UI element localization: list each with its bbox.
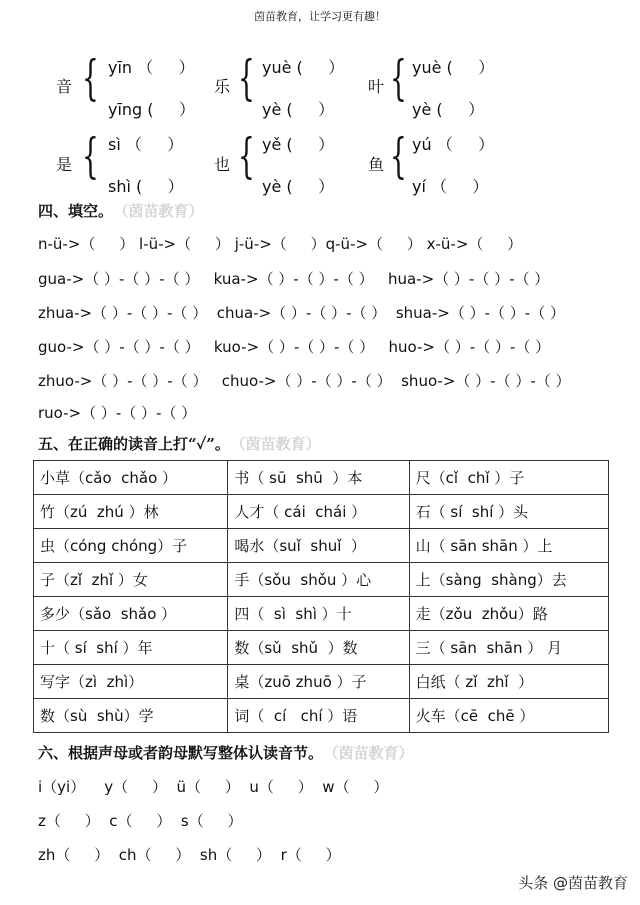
fill-row-2: gua->（ ）-（ ）-（ ） kua->（ ）-（ ）-（ ） hua->（ ）-（ ）-（ ） — [38, 270, 550, 288]
watermark: （茵苗教育） — [121, 202, 204, 220]
table-cell: 火车（cē chē ） — [409, 699, 608, 733]
table-cell: 桌（zuō zhuō ）子 — [228, 665, 409, 699]
table-row — [34, 597, 609, 631]
fill-row-5: zhuo->（ ）-（ ）-（ ） chuo->（ ）-（ ）-（ ） shuo->（ ）-（ ）-（ ） — [38, 372, 571, 390]
brace-icon: { — [238, 50, 255, 106]
pinyin-line: yě ( ） — [262, 135, 335, 154]
pinyin-line: yè ( ） — [412, 100, 485, 119]
syllable-row-1: i（yi） y（ ） ü（ ） u（ ） w（ ） — [38, 778, 389, 796]
table-cell: 尺（cǐ chǐ ）子 — [409, 461, 608, 495]
group-char: 乐 — [214, 77, 231, 96]
pinyin-line: yè ( ） — [262, 177, 335, 196]
table-row — [34, 699, 609, 733]
table-cell: 子（zǐ zhǐ ）女 — [34, 563, 228, 597]
syllable-row-2: z（ ） c（ ） s（ ） — [38, 812, 243, 830]
table-cell: 数（sù shù）学 — [34, 699, 228, 733]
table-cell: 竹（zú zhú ）林 — [34, 495, 228, 529]
table-row — [34, 529, 609, 563]
pinyin-line: yè ( ） — [262, 100, 335, 119]
table-row — [34, 495, 609, 529]
title-text: 五、在正确的读音上打“✓”。 — [38, 435, 230, 453]
watermark: （茵苗教育） — [331, 744, 414, 762]
pinyin-line: yuè ( ） — [262, 58, 345, 77]
pinyin-line: yú （ ） — [412, 135, 495, 154]
table-cell: 十（ sí shí ）年 — [34, 631, 228, 665]
table-cell: 人才（ cái chái ） — [228, 495, 409, 529]
table-row — [34, 665, 609, 699]
brace-icon: { — [390, 50, 407, 106]
table-cell: 走（zǒu zhǒu）路 — [409, 597, 608, 631]
section-5-title — [38, 433, 320, 454]
brace-icon: { — [82, 128, 99, 184]
group-char: 叶 — [368, 77, 385, 96]
pinyin-line: yuè ( ） — [412, 58, 495, 77]
table-cell: 多少（sǎo shǎo ） — [34, 597, 228, 631]
table-cell: 石（ sí shí ）头 — [409, 495, 608, 529]
fill-row-6: ruo->（ ）-（ ）-（ ） — [38, 404, 197, 422]
table-cell: 书（ sū shū ）本 — [228, 461, 409, 495]
pronunciation-table — [33, 460, 609, 733]
fill-row-1: n-ü->（ ） l-ü->（ ） j-ü->（ ）q-ü->（ ） x-ü->（ ） — [38, 235, 523, 253]
pinyin-line: yí （ ） — [412, 177, 489, 196]
table-cell: 虫（cóng chóng）子 — [34, 529, 228, 563]
table-cell: 数（sǔ shǔ ）数 — [228, 631, 409, 665]
table-cell: 手（sǒu shǒu ）心 — [228, 563, 409, 597]
group-char: 也 — [214, 155, 231, 174]
section-4-title — [38, 200, 204, 221]
title-text: 四、填空。 — [38, 202, 114, 220]
brace-icon: { — [82, 50, 99, 106]
footer-credit: 头条 @茵苗教育 — [518, 874, 628, 892]
group-char: 是 — [56, 155, 73, 174]
fill-row-3: zhua->（ ）-（ ）-（ ） chua->（ ）-（ ）-（ ） shua->（ ）-（ ）-（ ） — [38, 304, 565, 322]
table-cell: 白纸（ zǐ zhǐ ） — [409, 665, 608, 699]
table-cell: 三（ sān shān ） 月 — [409, 631, 608, 665]
table-row — [34, 563, 609, 597]
watermark: （茵苗教育） — [237, 435, 321, 453]
syllable-row-3: zh（ ） ch（ ） sh（ ） r（ ） — [38, 846, 341, 864]
table-cell: 四（ sì shì ）十 — [228, 597, 409, 631]
table-cell: 小草（cǎo chǎo ） — [34, 461, 228, 495]
table-cell: 词（ cí chí ）语 — [228, 699, 409, 733]
page-header: 茵苗教育，让学习更有趣！ — [254, 10, 386, 23]
fill-row-4: guo->（ ）-（ ）-（ ） kuo->（ ）-（ ）-（ ） huo->（ ）-（ ）-（ ） — [38, 338, 551, 356]
pinyin-line: sì （ ） — [108, 135, 184, 154]
table-cell: 上（sàng shàng）去 — [409, 563, 608, 597]
pinyin-line: yīng ( ） — [108, 100, 195, 119]
brace-icon: { — [390, 128, 407, 184]
pinyin-line: yīn （ ） — [108, 58, 195, 77]
group-char: 鱼 — [368, 155, 385, 174]
brace-icon: { — [238, 128, 255, 184]
group-char: 音 — [56, 77, 73, 96]
table-cell: 写字（zì zhì） — [34, 665, 228, 699]
table-cell: 喝水（suǐ shuǐ ） — [228, 529, 409, 563]
table-row — [34, 631, 609, 665]
pinyin-line: shì ( ） — [108, 177, 184, 196]
section-6-title — [38, 742, 414, 763]
table-row — [34, 461, 609, 495]
title-text: 六、根据声母或者韵母默写整体认读音节。 — [38, 744, 324, 762]
table-cell: 山（ sān shān ）上 — [409, 529, 608, 563]
